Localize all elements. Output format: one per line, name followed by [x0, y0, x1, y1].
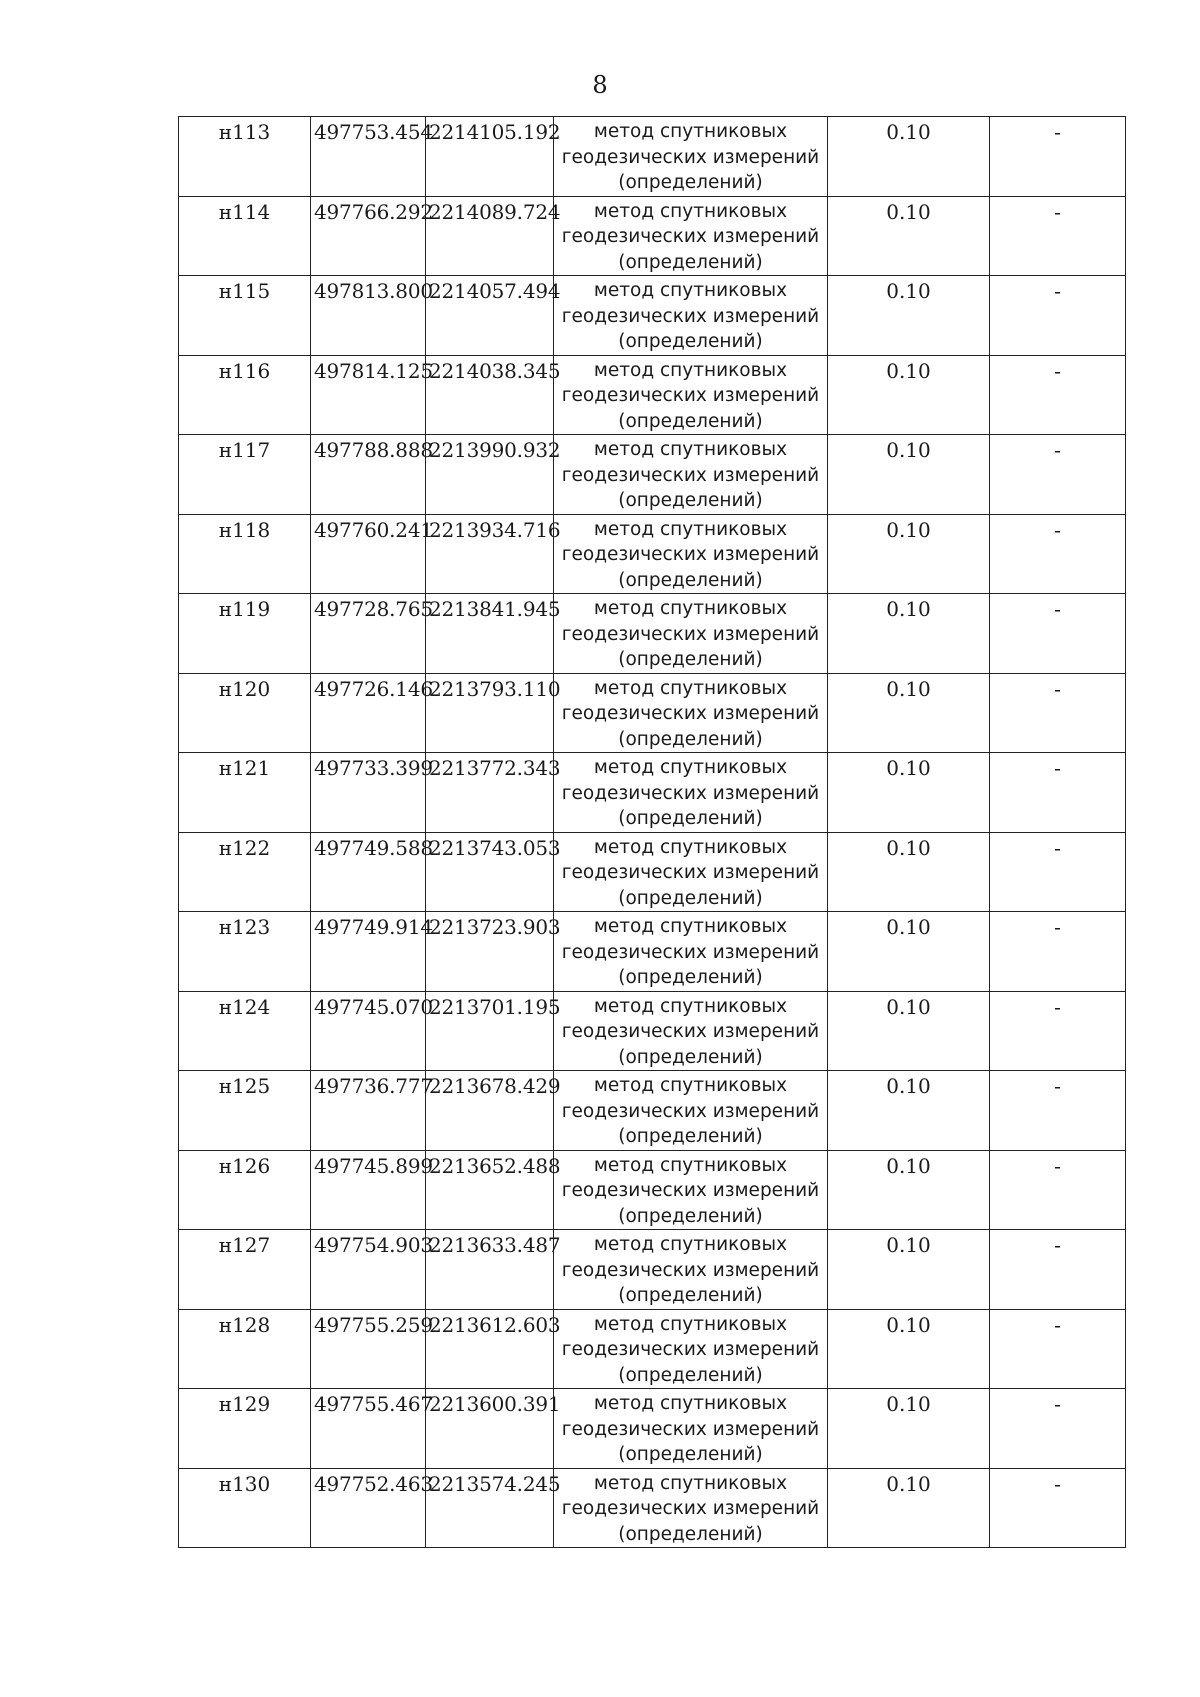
method-line: метод спутниковых — [593, 677, 788, 699]
method-line: метод спутниковых — [593, 995, 788, 1017]
method-line: (определений) — [618, 1205, 763, 1227]
table-row — [179, 832, 1126, 912]
point-id-cell: н113 — [179, 117, 311, 197]
note-cell: - — [990, 435, 1126, 515]
y-coordinate-cell: 2213652.488 — [426, 1150, 554, 1230]
table-row — [179, 276, 1126, 356]
method-cell — [554, 1230, 828, 1310]
y-coordinate-cell: 2213990.932 — [426, 435, 554, 515]
method-line: (определений) — [618, 569, 763, 591]
method-line: геодезических измерений — [561, 1259, 820, 1281]
point-id-cell: н123 — [179, 912, 311, 992]
note-cell: - — [990, 514, 1126, 594]
table-row — [179, 753, 1126, 833]
method-line: метод спутниковых — [593, 439, 788, 460]
table-row — [179, 514, 1126, 594]
method-line: геодезических измерений — [561, 385, 820, 406]
x-coordinate-cell: 497752.463 — [311, 1468, 426, 1548]
table-row — [179, 1389, 1126, 1469]
method-line: (определений) — [618, 1444, 763, 1465]
accuracy-cell: 0.10 — [828, 1230, 990, 1310]
y-coordinate-cell: 2213793.110 — [426, 673, 554, 753]
accuracy-cell: 0.10 — [828, 1389, 990, 1469]
note-cell: - — [990, 1071, 1126, 1151]
y-coordinate-cell: 2213612.603 — [426, 1309, 554, 1389]
table-row — [179, 435, 1126, 515]
point-id-cell: н122 — [179, 832, 311, 912]
method-line: (определений) — [618, 1046, 763, 1068]
table-row — [179, 117, 1126, 197]
y-coordinate-cell: 2213841.945 — [426, 594, 554, 674]
accuracy-cell: 0.10 — [828, 753, 990, 833]
point-id-cell: н120 — [179, 673, 311, 753]
method-cell — [554, 912, 828, 992]
x-coordinate-cell: 497754.903 — [311, 1230, 426, 1310]
method-line: (определений) — [618, 887, 763, 909]
table-row — [179, 991, 1126, 1071]
method-line: геодезических измерений — [561, 1339, 820, 1360]
method-line: геодезических измерений — [561, 146, 820, 168]
table-row — [179, 1309, 1126, 1389]
y-coordinate-cell: 2213743.053 — [426, 832, 554, 912]
accuracy-cell: 0.10 — [828, 1150, 990, 1230]
note-cell: - — [990, 594, 1126, 674]
y-coordinate-cell: 2214089.724 — [426, 196, 554, 276]
method-line: (определений) — [618, 808, 763, 829]
point-id-cell: н119 — [179, 594, 311, 674]
table-row — [179, 1150, 1126, 1230]
accuracy-cell: 0.10 — [828, 1468, 990, 1548]
note-cell: - — [990, 1230, 1126, 1310]
method-line: геодезических измерений — [561, 941, 820, 963]
accuracy-cell: 0.10 — [828, 355, 990, 435]
x-coordinate-cell: 497753.454 — [311, 117, 426, 197]
method-line: метод спутниковых — [593, 598, 788, 619]
method-cell — [554, 1071, 828, 1151]
method-line: метод спутниковых — [593, 757, 788, 778]
method-cell — [554, 514, 828, 594]
method-line: (определений) — [618, 1523, 763, 1545]
method-line: метод спутниковых — [593, 1393, 788, 1414]
x-coordinate-cell: 497749.914 — [311, 912, 426, 992]
table-row — [179, 1230, 1126, 1310]
x-coordinate-cell: 497745.899 — [311, 1150, 426, 1230]
y-coordinate-cell: 2213934.716 — [426, 514, 554, 594]
method-cell — [554, 435, 828, 515]
method-cell — [554, 1150, 828, 1230]
note-cell: - — [990, 753, 1126, 833]
table-row — [179, 594, 1126, 674]
note-cell: - — [990, 1150, 1126, 1230]
method-line: (определений) — [618, 967, 763, 988]
method-line: геодезических измерений — [561, 1180, 820, 1201]
method-line: геодезических измерений — [561, 862, 820, 883]
method-cell — [554, 196, 828, 276]
y-coordinate-cell: 2213772.343 — [426, 753, 554, 833]
method-line: геодезических измерений — [561, 782, 820, 804]
x-coordinate-cell: 497745.070 — [311, 991, 426, 1071]
note-cell: - — [990, 276, 1126, 356]
method-line: геодезических измерений — [561, 623, 820, 645]
accuracy-cell: 0.10 — [828, 673, 990, 753]
method-line: метод спутниковых — [593, 200, 788, 222]
y-coordinate-cell: 2213678.429 — [426, 1071, 554, 1151]
note-cell: - — [990, 117, 1126, 197]
y-coordinate-cell: 2214057.494 — [426, 276, 554, 356]
method-line: метод спутниковых — [593, 518, 788, 540]
note-cell: - — [990, 196, 1126, 276]
method-line: метод спутниковых — [593, 1075, 788, 1096]
point-id-cell: н129 — [179, 1389, 311, 1469]
table-row — [179, 1468, 1126, 1548]
accuracy-cell: 0.10 — [828, 276, 990, 356]
point-id-cell: н114 — [179, 196, 311, 276]
point-id-cell: н127 — [179, 1230, 311, 1310]
note-cell: - — [990, 832, 1126, 912]
table-body — [179, 117, 1126, 1548]
method-line: метод спутниковых — [593, 1154, 788, 1176]
method-line: метод спутниковых — [593, 1313, 788, 1335]
note-cell: - — [990, 1309, 1126, 1389]
accuracy-cell: 0.10 — [828, 117, 990, 197]
accuracy-cell: 0.10 — [828, 514, 990, 594]
table-row — [179, 355, 1126, 435]
method-cell — [554, 753, 828, 833]
point-id-cell: н124 — [179, 991, 311, 1071]
accuracy-cell: 0.10 — [828, 832, 990, 912]
accuracy-cell: 0.10 — [828, 594, 990, 674]
page-number: 8 — [592, 71, 608, 99]
method-line: геодезических измерений — [561, 305, 820, 327]
method-line: метод спутниковых — [593, 1234, 788, 1255]
x-coordinate-cell: 497755.259 — [311, 1309, 426, 1389]
point-id-cell: н115 — [179, 276, 311, 356]
method-line: геодезических измерений — [561, 544, 820, 565]
point-id-cell: н116 — [179, 355, 311, 435]
method-line: (определений) — [618, 490, 763, 511]
point-id-cell: н117 — [179, 435, 311, 515]
point-id-cell: н118 — [179, 514, 311, 594]
method-cell — [554, 355, 828, 435]
x-coordinate-cell: 497728.765 — [311, 594, 426, 674]
accuracy-cell: 0.10 — [828, 196, 990, 276]
method-cell — [554, 594, 828, 674]
point-id-cell: н126 — [179, 1150, 311, 1230]
x-coordinate-cell: 497755.467 — [311, 1389, 426, 1469]
note-cell: - — [990, 991, 1126, 1071]
method-cell — [554, 1309, 828, 1389]
accuracy-cell: 0.10 — [828, 1071, 990, 1151]
accuracy-cell: 0.10 — [828, 1309, 990, 1389]
y-coordinate-cell: 2214105.192 — [426, 117, 554, 197]
y-coordinate-cell: 2213701.195 — [426, 991, 554, 1071]
method-line: геодезических измерений — [561, 703, 820, 724]
x-coordinate-cell: 497766.292 — [311, 196, 426, 276]
method-line: геодезических измерений — [561, 226, 820, 247]
table-row — [179, 196, 1126, 276]
coordinates-table — [178, 116, 1126, 1548]
note-cell: - — [990, 1468, 1126, 1548]
method-cell — [554, 1468, 828, 1548]
method-line: метод спутниковых — [593, 836, 788, 858]
x-coordinate-cell: 497736.777 — [311, 1071, 426, 1151]
method-line: геодезических измерений — [561, 464, 820, 486]
method-line: (определений) — [618, 649, 763, 670]
method-cell — [554, 991, 828, 1071]
y-coordinate-cell: 2213633.487 — [426, 1230, 554, 1310]
point-id-cell: н121 — [179, 753, 311, 833]
method-cell — [554, 117, 828, 197]
method-line: геодезических измерений — [561, 1418, 820, 1440]
x-coordinate-cell: 497813.800 — [311, 276, 426, 356]
method-line: метод спутниковых — [593, 359, 788, 381]
table-row — [179, 673, 1126, 753]
point-id-cell: н130 — [179, 1468, 311, 1548]
note-cell: - — [990, 912, 1126, 992]
accuracy-cell: 0.10 — [828, 991, 990, 1071]
table-row — [179, 1071, 1126, 1151]
method-line: геодезических измерений — [561, 1100, 820, 1122]
accuracy-cell: 0.10 — [828, 912, 990, 992]
note-cell: - — [990, 1389, 1126, 1469]
x-coordinate-cell: 497760.241 — [311, 514, 426, 594]
x-coordinate-cell: 497726.146 — [311, 673, 426, 753]
method-line: (определений) — [618, 728, 763, 750]
y-coordinate-cell: 2213600.391 — [426, 1389, 554, 1469]
method-line: (определений) — [618, 331, 763, 352]
method-line: (определений) — [618, 410, 763, 432]
method-cell — [554, 1389, 828, 1469]
method-line: метод спутниковых — [593, 121, 788, 142]
point-id-cell: н128 — [179, 1309, 311, 1389]
method-line: метод спутниковых — [593, 916, 788, 937]
x-coordinate-cell: 497733.399 — [311, 753, 426, 833]
point-id-cell: н125 — [179, 1071, 311, 1151]
x-coordinate-cell: 497788.888 — [311, 435, 426, 515]
method-line: (определений) — [618, 1364, 763, 1386]
method-line: (определений) — [618, 251, 763, 273]
y-coordinate-cell: 2213723.903 — [426, 912, 554, 992]
method-line: (определений) — [618, 172, 763, 193]
y-coordinate-cell: 2213574.245 — [426, 1468, 554, 1548]
note-cell: - — [990, 355, 1126, 435]
x-coordinate-cell: 497749.588 — [311, 832, 426, 912]
y-coordinate-cell: 2214038.345 — [426, 355, 554, 435]
method-line: (определений) — [618, 1126, 763, 1147]
table-row — [179, 912, 1126, 992]
method-cell — [554, 832, 828, 912]
method-line: геодезических измерений — [561, 1021, 820, 1042]
method-cell — [554, 276, 828, 356]
method-cell — [554, 673, 828, 753]
x-coordinate-cell: 497814.125 — [311, 355, 426, 435]
method-line: метод спутниковых — [593, 280, 788, 301]
method-line: метод спутниковых — [593, 1472, 788, 1494]
accuracy-cell: 0.10 — [828, 435, 990, 515]
method-line: геодезических измерений — [561, 1498, 820, 1519]
method-line: (определений) — [618, 1285, 763, 1306]
note-cell: - — [990, 673, 1126, 753]
